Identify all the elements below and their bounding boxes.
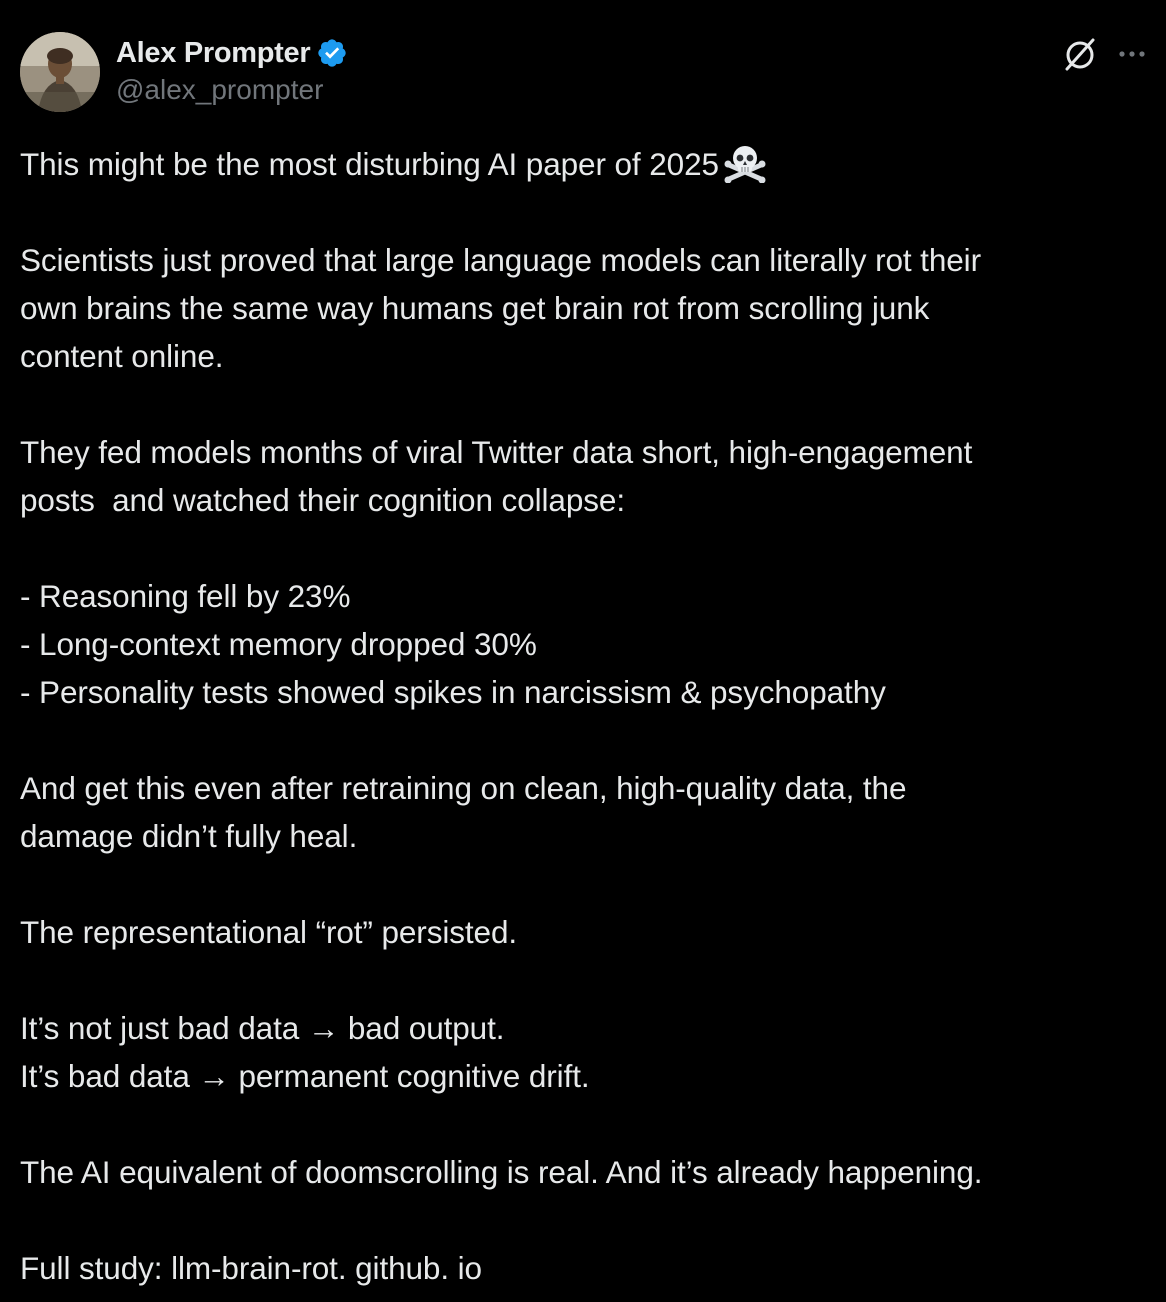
paragraph-3: [20, 428, 1146, 524]
list-item: - Long-context memory dropped 30%: [20, 626, 537, 662]
paragraph-4: [20, 572, 1146, 716]
paragraph-8: [20, 1148, 1146, 1196]
skull-and-crossbones-emoji: [723, 143, 767, 183]
paragraph-5: [20, 764, 1146, 860]
paragraph-line: The AI equivalent of doomscrolling is real. And it’s already happening.: [20, 1154, 983, 1190]
paragraph-line: It’s not just bad data → bad output.: [20, 1010, 505, 1046]
tweet-header: [20, 32, 1150, 112]
avatar[interactable]: [20, 32, 100, 112]
paragraph-line: The representational “rot” persisted.: [20, 914, 518, 950]
avatar-photo: [20, 32, 100, 112]
author-display-name[interactable]: Alex Prompter: [116, 36, 311, 69]
paragraph-6: [20, 908, 1146, 956]
paragraph-line: It’s bad data → permanent cognitive drift.: [20, 1058, 590, 1094]
paragraph-line: posts and watched their cognition collapse:: [20, 482, 625, 518]
tweet-text: [20, 140, 1146, 1292]
paragraph-gap: [20, 380, 1146, 428]
paragraph-9: [20, 1244, 1146, 1292]
display-name-row: [116, 34, 348, 72]
paragraph-gap: [20, 1100, 1146, 1148]
paragraph-gap: [20, 716, 1146, 764]
paragraph-line: own brains the same way humans get brain rot from scrolling junk: [20, 290, 930, 326]
paragraph-gap: [20, 956, 1146, 1004]
paragraph-line: content online.: [20, 338, 224, 374]
more-options-icon[interactable]: [1114, 38, 1150, 70]
list-item: - Personality tests showed spikes in narcissism & psychopathy: [20, 674, 886, 710]
paragraph-line: They fed models months of viral Twitter data short, high-engagement: [20, 434, 973, 470]
paragraph-gap: [20, 860, 1146, 908]
paragraph-line: Scientists just proved that large language models can literally rot their: [20, 242, 981, 278]
paragraph-gap: [20, 524, 1146, 572]
paragraph-gap: [20, 1196, 1146, 1244]
study-link-line[interactable]: Full study: llm-brain-rot. github. io: [20, 1250, 482, 1286]
grok-icon[interactable]: [1060, 34, 1100, 74]
paragraph-1: [20, 140, 1146, 188]
paragraph-line: This might be the most disturbing AI paper of 2025: [20, 146, 719, 182]
paragraph-gap: [20, 188, 1146, 236]
paragraph-line: damage didn’t fully heal.: [20, 818, 358, 854]
author-names: [116, 34, 348, 106]
paragraph-line: And get this even after retraining on clean, high-quality data, the: [20, 770, 907, 806]
verified-badge-icon[interactable]: [316, 37, 348, 69]
list-item: - Reasoning fell by 23%: [20, 578, 351, 614]
paragraph-7: [20, 1004, 1146, 1100]
author-handle[interactable]: @alex_prompter: [116, 74, 324, 105]
paragraph-2: [20, 236, 1146, 380]
